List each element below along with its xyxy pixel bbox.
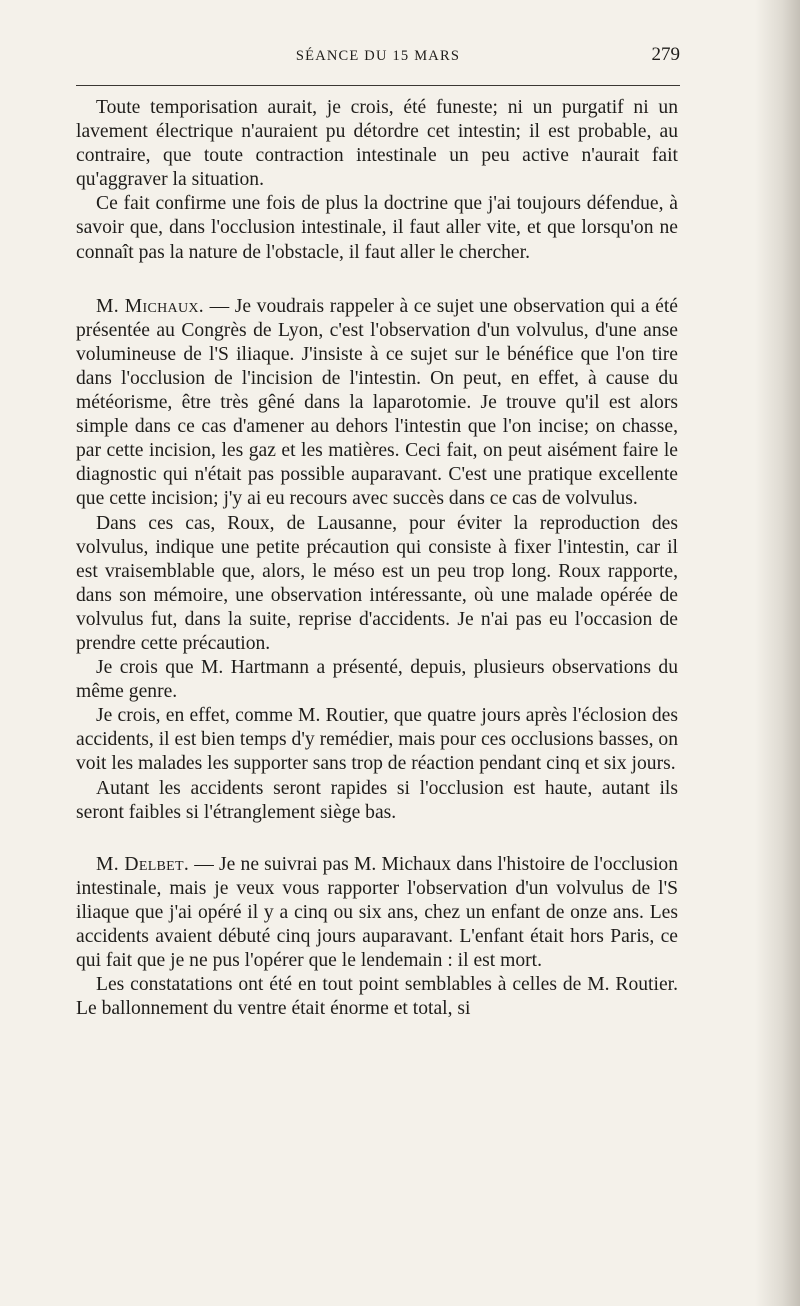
paragraph-constatations: Les constatations ont été en tout point semblables à celles de M. Routier. Le ballonnement du ventre était énorme et total, si: [76, 974, 678, 1020]
paragraph-hartmann: Je crois que M. Hartmann a présenté, depuis, plusieurs observations du même genre.: [76, 657, 678, 703]
body-text: [76, 96, 678, 1021]
paragraph-doctrine: Ce fait confirme une fois de plus la doctrine que j'ai toujours défendue, à savoir que, dans l'occlusion intestinale, il faut aller vite, et que lorsqu'on ne connaît pas la nature de l'obstacle, il faut aller le chercher.: [76, 193, 678, 263]
section-gap: [76, 825, 678, 853]
header-rule: [76, 85, 680, 86]
paragraph-michaux: [76, 295, 678, 512]
paragraph-michaux-text: — Je voudrais rappeler à ce sujet une observation qui a été présentée au Congrès de Lyon, c'est l'observation d'un volvulus, d'une anse volumineuse de l'S iliaque. J'insiste à ce sujet sur le bénéfice que l'on tire dans l'occlusion de l'incision de l'intestin. On peut, en effet, à cause du météorisme, être très gêné dans la laparotomie. Je trouve qu'il est alors simple dans ce cas d'amener au dehors l'intestin que l'on incise; on chasse, par cette incision, les gaz et les matières. Ceci fait, on peut aisément faire le diagnostic qui n'était pas possible auparavant. C'est une pratique excellente que cette incision; j'y ai eu recours avec succès dans ce cas de volvulus.: [76, 295, 679, 510]
paragraph-accidents: Autant les accidents seront rapides si l'occlusion est haute, autant ils seront faibles si l'étranglement siège bas.: [76, 777, 678, 823]
paragraph-delbet-text: — Je ne suivrai pas M. Michaux dans l'histoire de l'occlusion intestinale, mais je veux vous rapporter l'observation d'un volvulus de l'S iliaque que j'ai opéré il y a cinq ou six ans, chez un enfant de onze ans. Les accidents avaient débuté cinq jours auparavant. L'enfant était hors Paris, ce qui fait que je ne pus l'opérer que le lendemain : il est mort.: [76, 853, 679, 972]
speaker-michaux: M. Michaux.: [96, 295, 204, 317]
page-number: 279: [651, 44, 680, 65]
speaker-delbet: M. Delbet.: [96, 853, 190, 875]
paragraph-delbet: [76, 853, 678, 973]
section-gap: [76, 265, 678, 295]
page-header: [76, 44, 680, 72]
page-edge-shadow: [755, 0, 800, 1306]
paragraph-temporisation: Toute temporisation aurait, je crois, été funeste; ni un purgatif ni un lavement électrique n'auraient pu détordre cet intestin; il est probable, au contraire, que toute contraction intestinale un peu active n'aurait fait qu'aggraver la situation.: [76, 97, 678, 191]
paragraph-routier: Je crois, en effet, comme M. Routier, que quatre jours après l'éclosion des accidents, il est bien temps d'y remédier, mais pour ces occlusions basses, on voit les malades les supporter sans trop de réaction pendant cinq et six jours.: [76, 705, 678, 775]
running-head: SÉANCE DU 15 MARS: [295, 48, 461, 64]
paragraph-roux: Dans ces cas, Roux, de Lausanne, pour éviter la reproduction des volvulus, indique une petite précaution qui consiste à fixer l'intestin, car il est vraisemblable que, alors, le méso est un peu trop long. Roux rapporte, dans son mémoire, une observation intéressante, où une malade opérée de volvulus fut, dans la suite, reprise d'accidents. Je n'ai pas eu l'occasion de prendre cette précaution.: [76, 512, 678, 654]
